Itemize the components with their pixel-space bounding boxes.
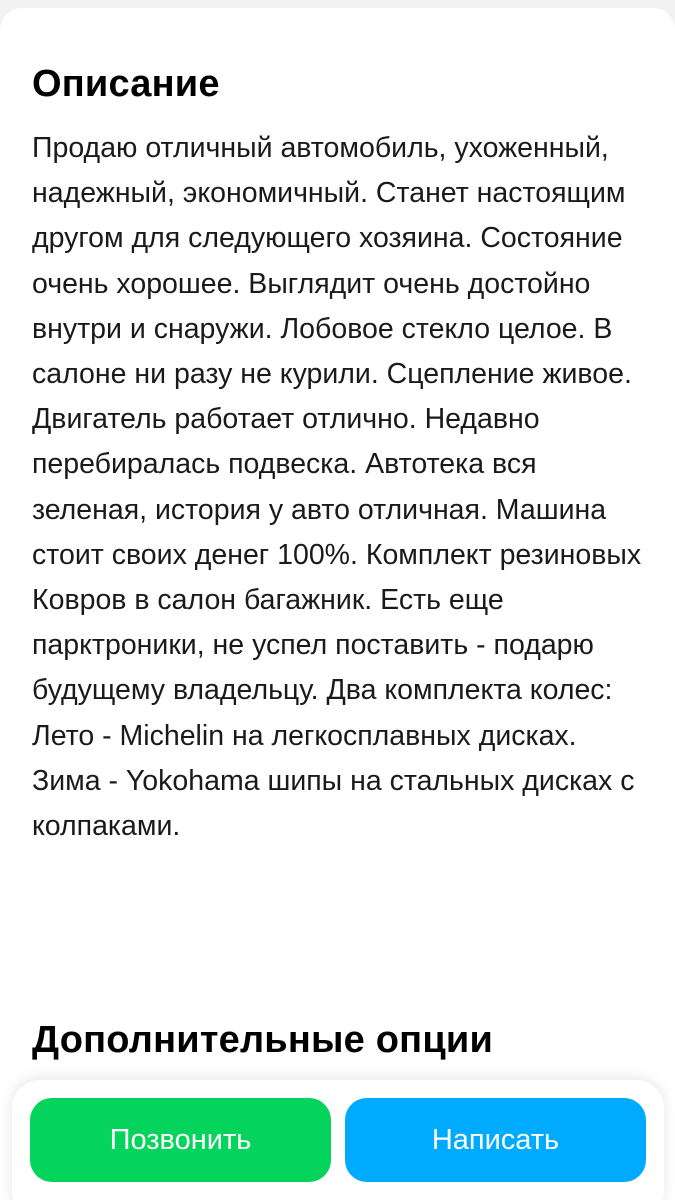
options-title: Дополнительные опции <box>32 1019 494 1061</box>
call-button[interactable]: Позвонить <box>30 1098 331 1182</box>
action-bar <box>12 1080 664 1200</box>
description-title: Описание <box>32 63 220 105</box>
message-button[interactable]: Написать <box>345 1098 646 1182</box>
description-text: Продаю отличный автомобиль, ухоженный, надежный, экономичный. Станет настоящим другом для следующего хозяина. Состояние очень хорошее. Выглядит очень достойно внутри и снаружи. Лобовое стекло целое. В салоне ни разу не курили. Сцепление живое. Двигатель работает отлично. Недавно перебиралась подвеска. Автотека вся зеленая, история у авто отличная. Машина стоит своих денег 100%. Комплект резиновых Ковров в салон багажник. Есть еще парктроники, не успел поставить - подарю будущему владельцу. Два комплекта колес: Лето - Michelin на легкосплавных дисках. Зима - Yokohama шипы на стальных дисках с колпаками. <box>32 132 642 843</box>
